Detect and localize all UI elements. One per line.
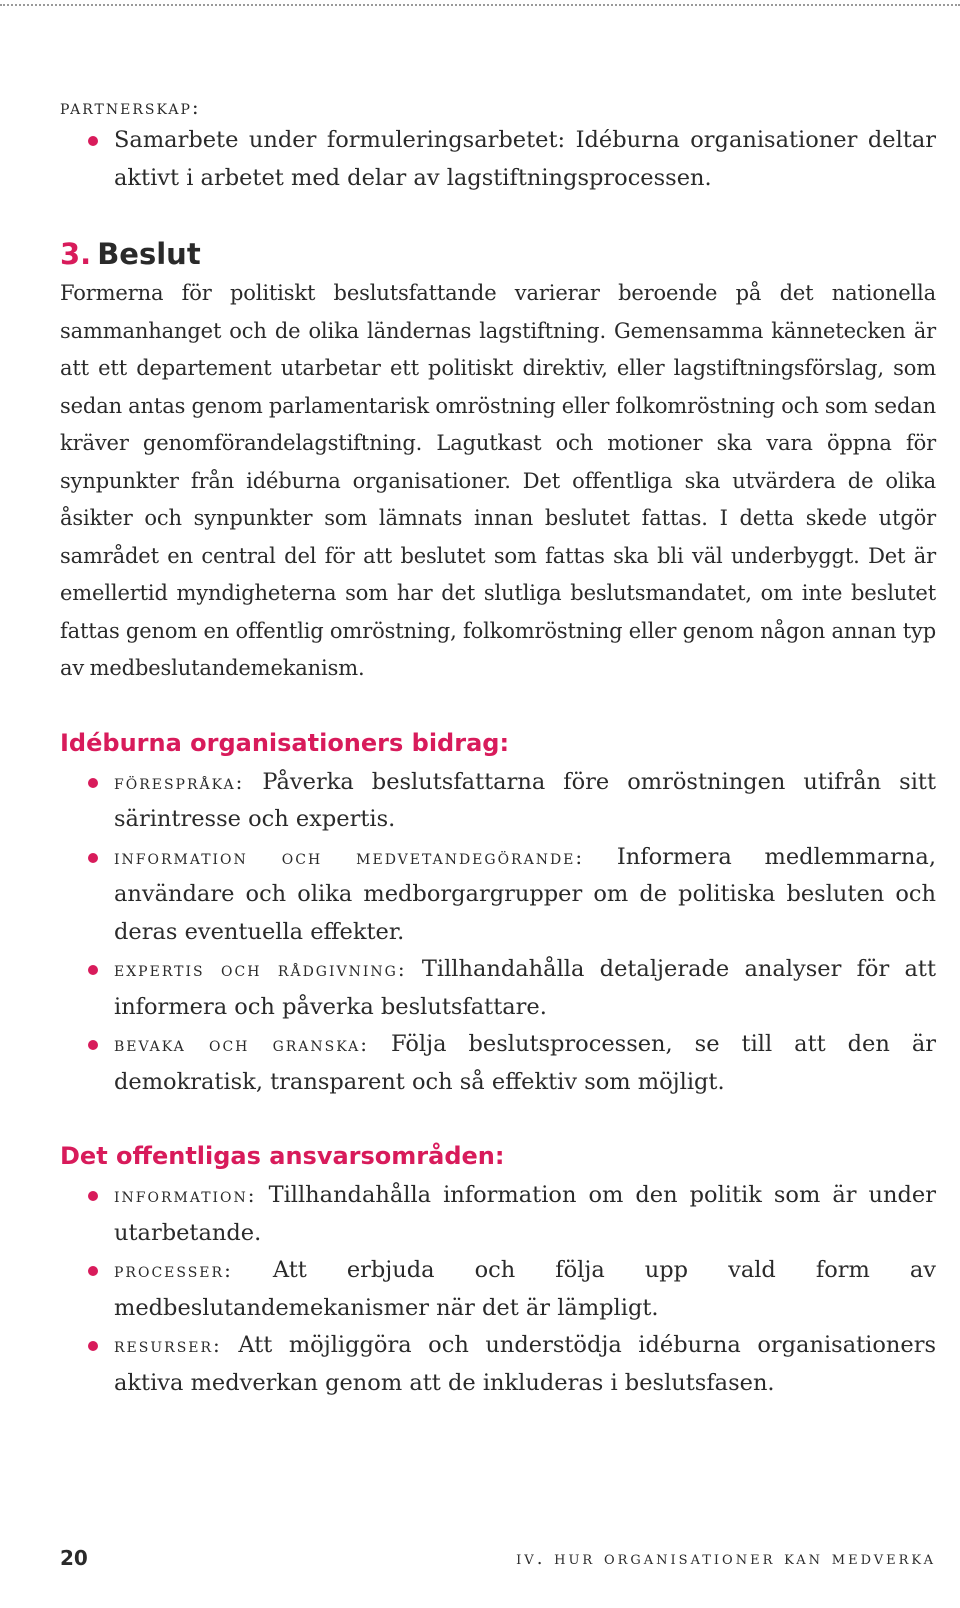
- bullet-icon: [88, 1341, 98, 1351]
- ansvar-list: [60, 1177, 936, 1402]
- page-number: 20: [60, 1546, 88, 1570]
- list-item: [60, 1177, 936, 1252]
- page-footer: [60, 1542, 936, 1582]
- list-item-lead: expertis och rådgivning:: [114, 957, 407, 981]
- list-item: [60, 122, 936, 197]
- top-dotted-rule: [0, 4, 960, 6]
- list-item-lead: information:: [114, 1183, 257, 1207]
- list-item-text: Att erbjuda och följa upp vald form av medbeslutandemekanismer när det är lämpligt.: [114, 1257, 936, 1321]
- list-item-text: Följa beslutsprocessen, se till att den är demokratisk, transparent och så effektiv som möjligt.: [114, 1031, 937, 1095]
- list-item: [60, 764, 936, 839]
- list-item: [60, 839, 936, 952]
- list-item-lead: resurser:: [114, 1333, 222, 1357]
- partnerskap-label: partnerskap:: [60, 95, 201, 119]
- section-body: Formerna för politiskt beslutsfattande varierar beroende på det nationella sammanhanget och de olika ländernas lagstiftning. Gemensamma kännetecken är att ett departement utarbetar ett politiskt direktiv, eller lagstiftningsförslag, som sedan antas genom parlamentarisk omröstning eller folkomröstning och som sedan kräver genomförandelagstiftning. Lagutkast och motioner ska vara öppna för synpunkter från idéburna organisationer. Det offentliga ska utvärdera de olika åsikter och synpunkter som lämnats innan beslutet fattas. I detta skede utgör samrådet en central del för att beslutet som fattas ska bli väl underbyggt. Det är emellertid myndigheterna som har det slutliga beslutsmandatet, om inte beslutet fattas genom en offentlig omröstning, folkomröstning eller genom någon annan typ av medbeslutandemekanism.: [60, 281, 936, 680]
- list-item-text: Tillhandahålla information om den politik som är under utarbetande.: [114, 1182, 936, 1246]
- list-item: [60, 1327, 936, 1402]
- bullet-icon: [88, 965, 98, 975]
- bullet-icon: [88, 1040, 98, 1050]
- bullet-icon: [88, 1191, 98, 1201]
- list-item-lead: information och medvetandegörande:: [114, 844, 585, 869]
- section-heading: [60, 233, 936, 275]
- page-content: [60, 92, 936, 1402]
- list-item-text: Samarbete under formuleringsarbetet: Idéburna organisationer deltar aktivt i arbetet med delar av lagstiftningsprocessen.: [114, 127, 936, 191]
- section-number: 3.: [60, 237, 92, 271]
- list-item-lead: förespråka:: [114, 769, 245, 794]
- ansvar-heading: Det offentligas ansvarsområden:: [60, 1142, 505, 1170]
- list-item-text: Tillhandahålla detaljerade analyser för att informera och påverka beslutsfattare.: [114, 956, 936, 1020]
- section-title: Beslut: [97, 237, 201, 271]
- chapter-title: iv. hur organisationer kan medverka: [516, 1548, 936, 1569]
- list-item-text: Påverka beslutsfattarna före omröstningen utifrån sitt särintresse och expertis.: [114, 768, 936, 832]
- bullet-icon: [88, 1266, 98, 1276]
- bidrag-list: [60, 764, 936, 1102]
- list-item: [60, 1252, 936, 1327]
- list-item: [60, 1026, 936, 1101]
- list-item-text: Att möjliggöra och understödja idéburna organisationers aktiva medverkan genom att de inkluderas i beslutsfasen.: [114, 1332, 936, 1396]
- list-item: [60, 951, 936, 1026]
- list-item-text: Informera medlemmarna, användare och olika medborgargrupper om de politiska besluten och deras eventuella effekter.: [114, 843, 936, 945]
- list-item-lead: processer:: [114, 1258, 233, 1282]
- bullet-icon: [88, 778, 98, 788]
- bidrag-heading: Idéburna organisationers bidrag:: [60, 728, 510, 757]
- list-item-lead: bevaka och granska:: [114, 1032, 369, 1056]
- partnerskap-list: [60, 122, 936, 197]
- bullet-icon: [88, 853, 98, 863]
- bullet-icon: [88, 136, 98, 146]
